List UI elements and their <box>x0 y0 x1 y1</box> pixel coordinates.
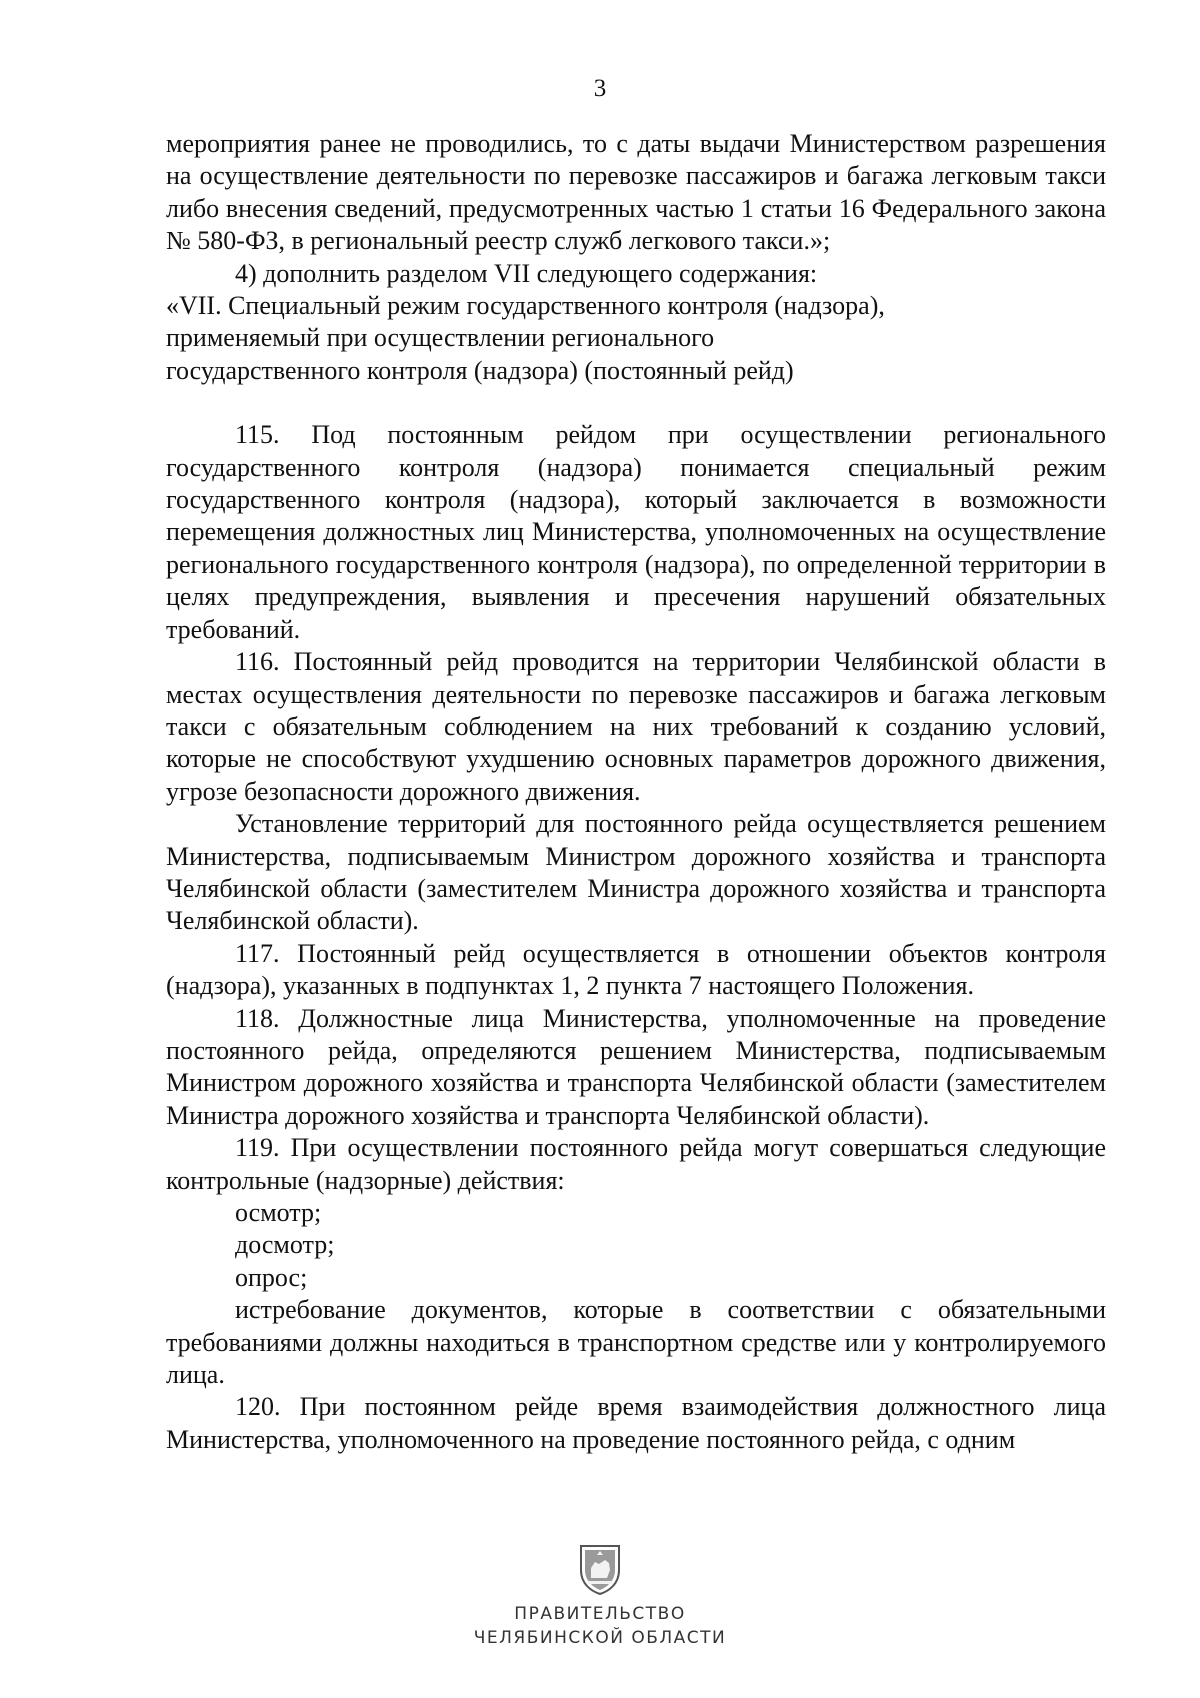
paragraph-120: 120. При постоянном рейде время взаимодействия должностного лица Министерства, уполномоченного на проведение постоянного рейда, с одним <box>166 1392 1106 1454</box>
list-item: досмотр; <box>235 1230 335 1260</box>
section-heading-line: государственного контроля (надзора) (постоянный рейд) <box>166 355 794 385</box>
paragraph-continuation: мероприятия ранее не проводились, то с даты выдачи Министерством разрешения на осуществление деятельности по перевозке пассажиров и багажа легковым такси либо внесения сведений, предусмотренных частью 1 статьи 16 Федерального закона № 580-ФЗ, в региональный реестр служб легкового такси.»; <box>166 129 1106 256</box>
footer-line: ЧЕЛЯБИНСКОЙ ОБЛАСТИ <box>473 1628 727 1648</box>
section-heading-line: «VII. Специальный режим государственного контроля (надзора), <box>166 291 885 321</box>
footer-line: ПРАВИТЕЛЬСТВО <box>514 1604 686 1624</box>
paragraph-119-documents: истребование документов, которые в соответствии с обязательными требованиями должны находиться в транспортном средстве или у контролируемого лица. <box>166 1295 1106 1390</box>
government-footer <box>0 1540 1200 1650</box>
paragraph-116-territories: Установление территорий для постоянного рейда осуществляется решением Министерства, подписываемым Министром дорожного хозяйства и транспорта Челябинской области (заместителем Министра дорожного хозяйства и транспорта Челябинской области). <box>166 809 1106 936</box>
paragraph-116: 116. Постоянный рейд проводится на территории Челябинской области в местах осуществления деятельности по перевозке пассажиров и багажа легковым такси с обязательным соблюдением на них требований к созданию условий, которые не способствуют ухудшению основных параметров дорожного движения, угрозе безопасности дорожного движения. <box>166 647 1106 806</box>
paragraph-118: 118. Должностные лица Министерства, уполномоченные на проведение постоянного рейда, определяются решением Министерства, подписываемым Министром дорожного хозяйства и транспорта Челябинской области (заместителем Министра дорожного хозяйства и транспорта Челябинской области). <box>166 1003 1106 1130</box>
list-item: опрос; <box>235 1262 308 1292</box>
list-item: осмотр; <box>235 1198 322 1227</box>
paragraph-115: 115. Под постоянным рейдом при осуществлении регионального государственного контроля (надзора) понимается специальный режим государственного контроля (надзора), который заключается в возможности перемещения должностных лиц Министерства, уполномоченных на осуществление регионального государственного контроля (надзора), по определенной территории в целях предупреждения, выявления и пресечения нарушений обязательных требований. <box>166 420 1106 644</box>
page-number: 3 <box>593 75 607 102</box>
paragraph-119: 119. При осуществлении постоянного рейда могут совершаться следующие контрольные (надзорные) действия: <box>166 1133 1106 1195</box>
paragraph-amendment-4: 4) дополнить разделом VII следующего содержания: <box>235 258 818 288</box>
section-heading <box>166 290 1106 387</box>
document-body <box>166 128 1106 1456</box>
chelyabinsk-coat-of-arms-icon <box>577 1540 623 1596</box>
paragraph-117: 117. Постоянный рейд осуществляется в отношении объектов контроля (надзора), указанных в подпунктах 1, 2 пункта 7 настоящего Положения. <box>166 938 1106 1001</box>
section-heading-line: применяемый при осуществлении регионального <box>166 323 715 353</box>
